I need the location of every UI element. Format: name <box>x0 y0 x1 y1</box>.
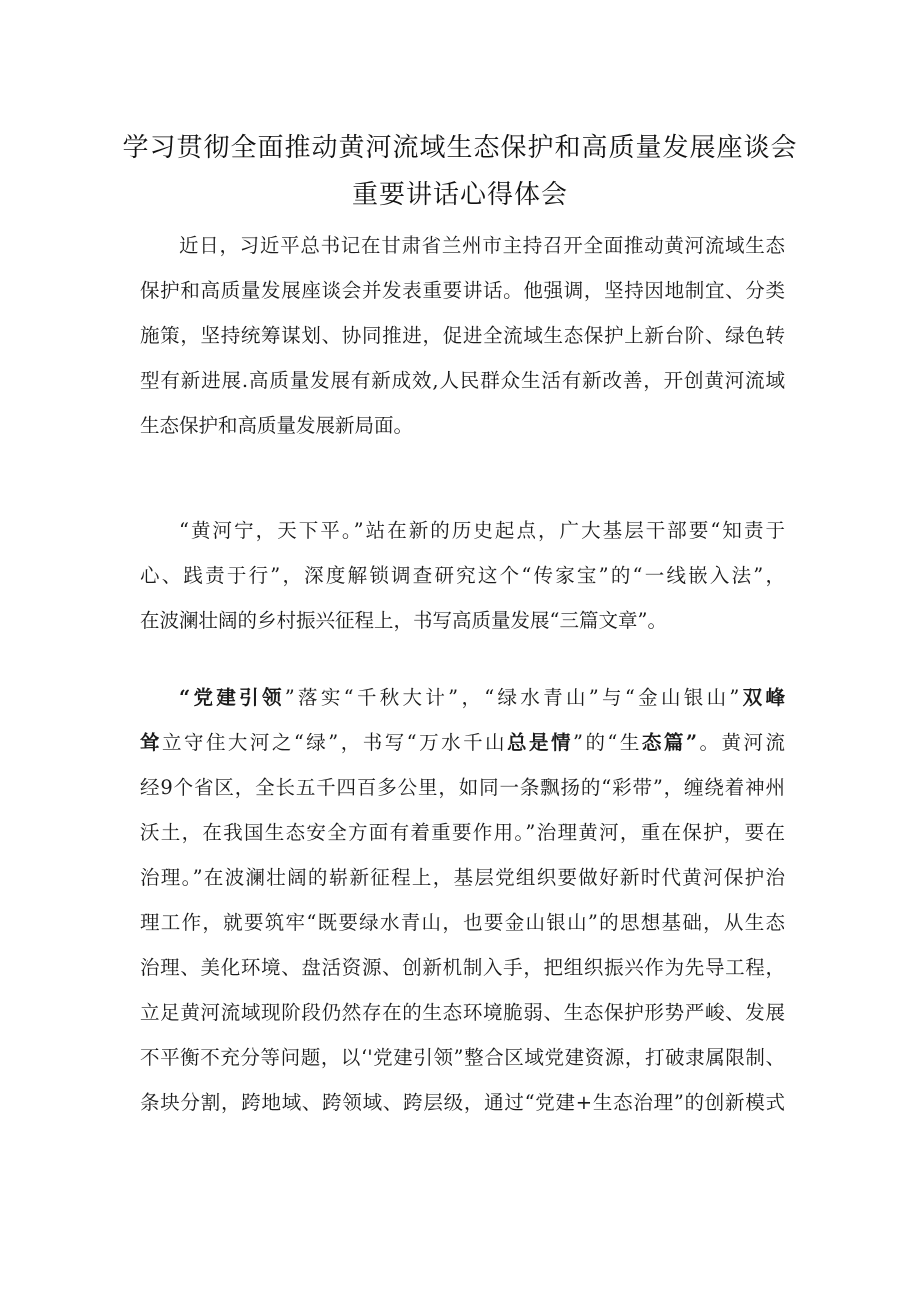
paragraph-line-mixed <box>140 675 785 720</box>
paragraph-line: 施策，坚持统筹谋划、协同推进，促进全流域生态保护上新台阶、绿色转 <box>140 324 785 347</box>
paragraph-line: “黄河宁，天下平。”站在新的历史起点，广大基层干部要“知责于 <box>179 519 785 542</box>
bold-phrase: “党建引领 <box>179 686 285 709</box>
paragraph-line: 生态保护和高质量发展新局面。 <box>140 414 414 437</box>
paragraph-line-mixed <box>140 720 785 765</box>
text-run: 立守住大河之“绿”，书写“万水千山 <box>161 731 508 754</box>
bold-phrase: 态篇” <box>641 731 698 754</box>
text-run: 。黄河流 <box>697 731 785 754</box>
paragraph-line: 保护和高质量发展座谈会并发表重要讲话。他强调，坚持因地制宜、分类 <box>140 279 785 302</box>
bold-phrase: 总是情 <box>507 731 573 754</box>
paragraph-line: 在波澜壮阔的乡村振兴征程上，书写高质量发展“三篇文章”。 <box>140 609 667 632</box>
paragraph-line: 不平衡不充分等问题，以‘'党建引领”整合区域党建资源，打破隶属限制、 <box>140 1046 785 1069</box>
paragraph-3 <box>140 675 785 1125</box>
bold-phrase: 耸 <box>140 731 162 754</box>
document-title-line-2: 重要讲话心得体会 <box>351 180 568 210</box>
paragraph-line: 理工作，就要筑牢“既要绿水青山，也要金山银山”的思想基础，从生态 <box>140 911 785 934</box>
text-run: ”落实“千秋大计”，“绿水青山”与“金山银山” <box>284 686 740 709</box>
paragraph-2 <box>140 508 785 643</box>
paragraph-line: 近日，习近平总书记在甘肃省兰州市主持召开全面推动黄河流域生态 <box>179 234 785 257</box>
paragraph-line: 沃土，在我国生态安全方面有着重要作用。”治理黄河，重在保护，要在 <box>140 821 785 844</box>
paragraph-line: 经9个省区，全长五千四百多公里，如同一条飘扬的“彩带”，缠绕着神州 <box>140 776 785 799</box>
paragraph-line: 条块分割，跨地域、跨领域、跨层级，通过“党建+生态治理”的创新模式 <box>140 1091 785 1114</box>
paragraph-line: 治理。”在波澜壮阔的崭新征程上，基层党组织要做好新时代黄河保护治 <box>140 866 785 889</box>
text-run: ”的“生 <box>573 731 642 754</box>
paragraph-line: 治理、美化环境、盘活资源、创新机制入手，把组织振兴作为先导工程， <box>140 956 785 979</box>
paragraph-1 <box>140 223 785 448</box>
paragraph-line: 心、践责于行”，深度解锁调查研究这个“传家宝”的“一线嵌入法”， <box>140 564 785 587</box>
document-title-line-1: 学习贯彻全面推动黄河流域生态保护和高质量发展座谈会 <box>122 133 798 163</box>
paragraph-line: 型有新进展.高质量发展有新成效,人民群众生活有新改善，开创黄河流域 <box>140 369 785 392</box>
bold-phrase: 双峰 <box>739 686 785 709</box>
paragraph-line: 立足黄河流域现阶段仍然存在的生态环境脆弱、生态保护形势严峻、发展 <box>140 1001 785 1024</box>
